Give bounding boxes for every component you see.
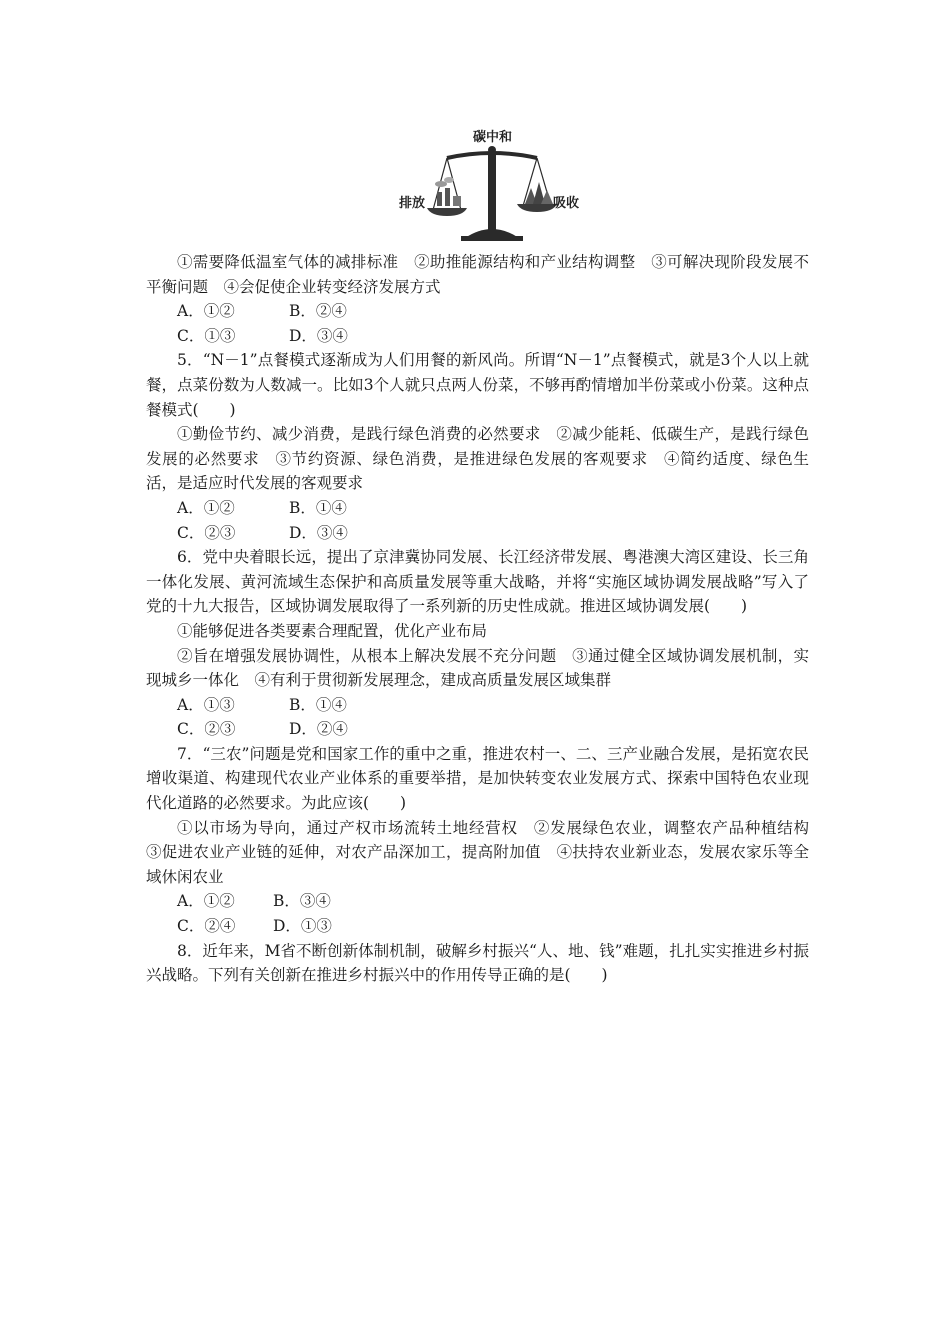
q5-option-a: A．①②	[177, 498, 235, 517]
q6-option-b: B．①④	[289, 695, 347, 714]
q8-stem: 8．近年来，M省不断创新体制机制，破解乡村振兴“人、地、钱”难题，扎扎实实推进乡村振兴战略。下列有关创新在推进乡村振兴中的作用传导正确的是( )	[146, 941, 809, 985]
q5-options-row-1	[146, 496, 809, 521]
q5-option-c: C．②③	[177, 523, 236, 542]
q7-option-c: C．②④	[177, 917, 236, 936]
q6-stem: 6．党中央着眼长远，提出了京津冀协同发展、长江经济带发展、粤港澳大湾区建设、长三角一体化发展、黄河流域生态保护和高质量发展等重大战略，并将“实施区域协调发展战略”写入了党的十九大报告，区域协调发展取得了一系列新的历史性成就。推进区域协调发展( )	[146, 548, 809, 616]
q7-option-a: A．①②	[177, 892, 235, 911]
q6-statement-1: ①能够促进各类要素合理配置，优化产业布局	[177, 621, 488, 640]
q6-option-c: C．②③	[177, 720, 236, 739]
q6-options-row-2	[146, 717, 809, 742]
emission-label: 排放	[399, 196, 426, 211]
q5-statements: ①勤俭节约、减少消费，是践行绿色消费的必然要求 ②减少能耗、低碳生产，是践行绿色发展的必然要求 ③节约资源、绿色消费，是推进绿色发展的客观要求 ④简约适度、绿色生活，是适应时代发展的客观要求	[146, 425, 809, 493]
q5-stem: 5．“N－1”点餐模式逐渐成为人们用餐的新风尚。所谓“N－1”点餐模式，就是3个人以上就餐，点菜份数为人数减一。比如3个人就只点两人份菜，不够再酌情增加半份菜或小份菜。这种点餐模式( )	[146, 351, 809, 419]
q4-option-d: D．③④	[289, 326, 348, 345]
q4-options-row-2	[146, 324, 809, 349]
q6-options-row-1	[146, 693, 809, 718]
q4-statements: ①需要降低温室气体的减排标准 ②助推能源结构和产业结构调整 ③可解决现阶段发展不平衡问题 ④会促使企业转变经济发展方式	[146, 253, 809, 296]
q5-option-b: B．①④	[289, 498, 347, 517]
q5-option-d: D．③④	[289, 523, 348, 542]
q7-statements: ①以市场为导向，通过产权市场流转土地经营权 ②发展绿色农业，调整农产品种植结构 ③促进农业产业链的延伸，对农产品深加工，提高附加值 ④扶持农业新业态，发展农家乐等全域休闲农业	[146, 818, 825, 886]
figure-title: 碳中和	[473, 130, 513, 145]
q7-option-d: D．①③	[273, 917, 332, 936]
carbon-neutral-figure	[395, 120, 595, 245]
absorption-label: 吸收	[553, 196, 580, 211]
q6-option-a: A．①③	[177, 695, 235, 714]
q5-options-row-2	[146, 521, 809, 546]
q6-statement-2: ②旨在增强发展协调性，从根本上解决发展不充分问题 ③通过健全区域协调发展机制，实现城乡一体化 ④有利于贯彻新发展理念，建成高质量发展区域集群	[146, 646, 809, 690]
q7-option-b: B．③④	[273, 892, 331, 911]
factory-icon	[435, 177, 461, 206]
q4-options-row-1	[146, 299, 809, 324]
q6-option-d: D．②④	[289, 720, 348, 739]
q7-options-row-2	[146, 914, 809, 939]
q4-option-b: B．②④	[289, 302, 347, 321]
q7-options-row-1	[146, 889, 809, 914]
q4-option-c: C．①③	[177, 326, 236, 345]
q7-stem: 7．“三农”问题是党和国家工作的重中之重，推进农村一、二、三产业融合发展，是拓宽农民增收渠道、构建现代农业产业体系的重要举措，是加快转变农业发展方式、探索中国特色农业现代化道路的必然要求。为此应该( )	[146, 744, 809, 813]
question-text	[146, 250, 825, 988]
q4-option-a: A．①②	[177, 302, 235, 321]
